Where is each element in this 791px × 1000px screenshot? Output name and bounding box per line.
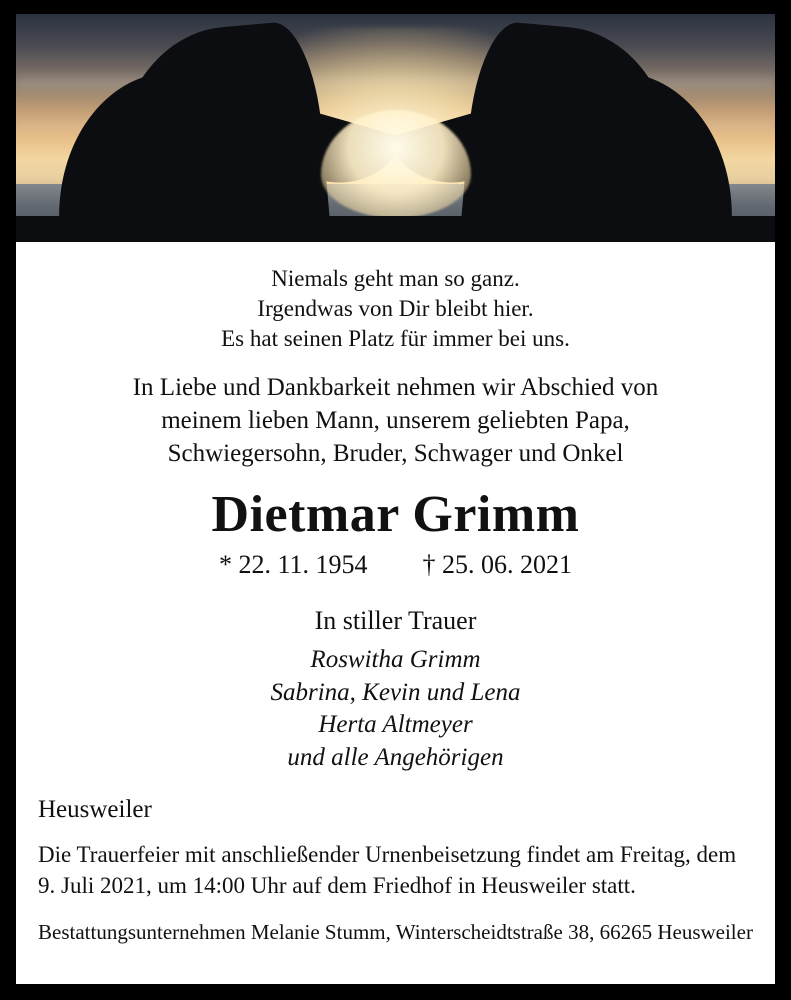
death-date: 25. 06. 2021	[442, 550, 573, 580]
mourning-heading: In stiller Trauer	[314, 606, 477, 636]
dedication-block	[38, 371, 753, 470]
heart-hands-sunset-image	[16, 14, 775, 242]
hands-lower-silhouette	[16, 216, 775, 242]
birth-date: 22. 11. 1954	[238, 550, 368, 580]
ceremony-line: Die Trauerfeier mit anschließender Urnenbeisetzung findet	[38, 842, 581, 868]
ceremony-line: Heusweiler statt.	[481, 872, 636, 898]
deceased-name: Dietmar Grimm	[211, 485, 580, 543]
dedication-line: In Liebe und Dankbarkeit nehmen wir Abschied von	[132, 373, 659, 401]
ceremony-details	[38, 840, 753, 901]
ceremony-line: am Freitag, dem 9. Juli 2021, um 14:00 Uhr auf dem Friedhof in	[38, 842, 737, 898]
mourner-line: Roswitha Grimm	[310, 646, 481, 674]
dedication-line: Schwiegersohn, Bruder, Schwager und Onkel	[167, 439, 624, 467]
mourner-line: und alle Angehörigen	[287, 743, 504, 771]
mourner-line: Herta Altmeyer	[318, 711, 473, 739]
hands-silhouette	[16, 14, 775, 242]
verse-line: Irgendwas von Dir bleibt hier.	[257, 295, 534, 321]
mourners-block	[38, 644, 753, 774]
place-name: Heusweiler	[38, 796, 152, 824]
life-dates	[38, 550, 753, 580]
birth-symbol-icon: *	[218, 550, 232, 580]
verse-line: Es hat seinen Platz für immer bei uns.	[221, 325, 570, 351]
undertaker-line: Bestattungsunternehmen Melanie Stumm, Winterscheidtstraße 38,	[38, 920, 595, 945]
verse-line: Niemals geht man so ganz.	[271, 266, 520, 291]
dedication-line: meinem lieben Mann, unserem geliebten Papa,	[161, 406, 630, 434]
cross-symbol-icon: †	[422, 550, 436, 580]
verse-block	[38, 264, 753, 354]
mourner-line: Sabrina, Kevin und Lena	[270, 678, 521, 706]
notice-text	[16, 242, 775, 984]
undertaker-line: 66265 Heusweiler	[599, 920, 753, 945]
notice-card	[16, 14, 775, 984]
undertaker-details	[38, 919, 753, 947]
